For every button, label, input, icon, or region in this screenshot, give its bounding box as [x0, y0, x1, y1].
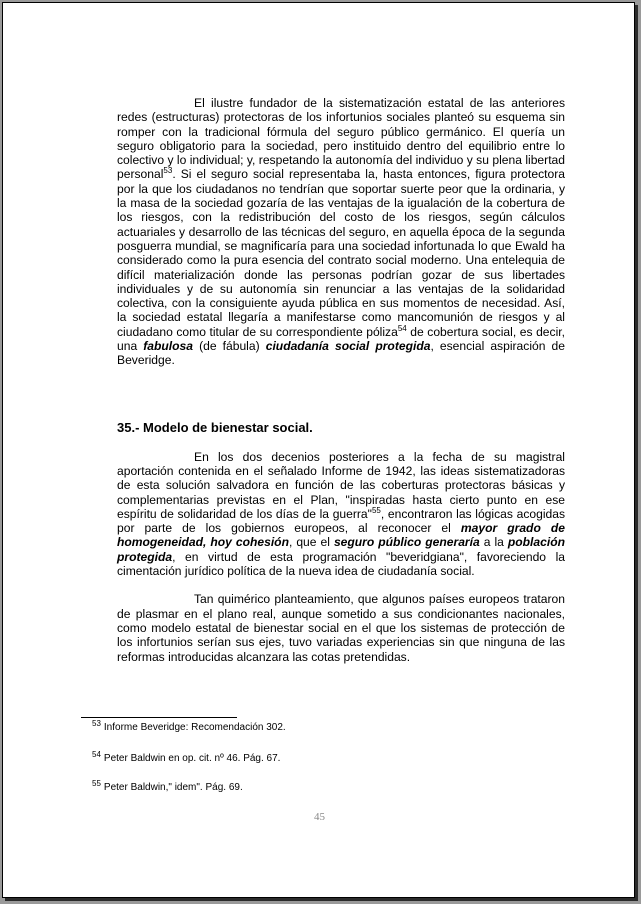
footnote-number: 53 — [92, 719, 101, 728]
footnote-number: 54 — [92, 750, 101, 759]
p2-text-5: , en virtud de esta programación "beveridgiana", favoreciendo la cimentación jurídico política de la nueva idea de ciudadanía social. — [117, 549, 565, 579]
p1-emphasis-2: ciudadanía social protegida — [265, 339, 431, 354]
footnote-text: Peter Baldwin," idem". Pág. 69. — [103, 782, 243, 793]
section-heading: 35.- Modelo de bienestar social. — [117, 419, 313, 435]
footnote-54 — [92, 750, 281, 765]
body-text — [117, 96, 565, 664]
footnote-separator — [81, 717, 237, 718]
p1-text-3: de cobertura social, es decir, una — [117, 324, 565, 354]
paragraph-2 — [117, 450, 565, 579]
p1-text-4: (de fábula) — [193, 339, 266, 354]
p1-text-2: . Si el seguro social representaba la, hasta entonces, figura protectora por la que los ciudadanos no tendrían que soportar suerte peor que la ordinaria, y la masa de la sociedad gozaría de las ventajas de la igualación de la cobertura de los riesgos, con la redistribución del costo de los riesgos, según cálculos actuariales y desarrollo de las técnicas del seguro, en aquella época de la segunda posguerra mundial, se magnificaría para una sociedad infortunada lo que Ewald ha considerado como la pura esencia del contrato social moderno. Una entelequia de difícil materialización donde las personas podrían gozar de sus libertades individuales y de su autonomía sin renunciar a las ventajas de la solidaridad colectiva, con la consiguiente ayuda pública en sus momentos de necesidad. Así, la sociedad estatal llegaría a manifestarse como mancomunión de riesgos y al ciudadano como titular de su correspondiente póliza — [117, 167, 565, 339]
footnote-ref-53: 53 — [163, 166, 173, 176]
p2-emphasis-2: seguro público generaría — [333, 535, 480, 550]
document-page — [2, 2, 635, 898]
footnote-text: Informe Beveridge: Recomendación 302. — [103, 722, 286, 733]
footnote-ref-55: 55 — [371, 505, 381, 515]
footnote-number: 55 — [92, 779, 101, 788]
p1-text-1: El ilustre fundador de la sistematización estatal de las anteriores redes (estructuras) protectoras de los infortunios sociales planteó su esquema sin romper con la tradicional fórmula del seguro público germánico. El quería un seguro obligatorio para la sociedad, pero instituido dentro del equilibrio entre lo colectivo y lo individual; y, respetando la autonomía del individuo y su plena libertad personal — [117, 96, 565, 182]
p2-text-1: En los dos decenios posteriores a la fecha de su magistral aportación contenida en el señalado Informe de 1942, las ideas sistematizadoras de esta solución salvadora en función de las coberturas protectoras básicas y complementarias previstas en el Plan, "inspiradas hasta cierto punto en ese espíritu de solidaridad de los días de la guerra" — [117, 449, 565, 521]
page-number: 45 — [314, 811, 325, 823]
footnote-53 — [92, 719, 286, 734]
p1-text-5: , esencial aspiración de Beveridge. — [117, 339, 565, 368]
p2-emphasis-1: mayor grado de homogeneidad, hoy cohesión — [117, 521, 565, 550]
p2-text-2: , encontraron las lógicas acogidas por parte de los gobiernos europeos, al reconocer el — [117, 506, 566, 536]
p2-text-4: a la — [479, 535, 508, 550]
paragraph-1 — [117, 96, 565, 368]
p2-emphasis-3: población protegida — [117, 535, 565, 564]
paragraph-3: Tan quimérico planteamiento, que algunos países europeos trataron de plasmar en el plano real, aunque sometido a sus condicionantes nacionales, como modelo estatal de bienestar social en el que los sistemas de protección de los infortunios serían sus ejes, tuvo variadas experiencias sin que ninguna de las reformas introducidas alcanzara las cotas pretendidas. — [117, 592, 565, 664]
p1-emphasis-1: fabulosa — [143, 339, 193, 354]
footnote-ref-54: 54 — [397, 323, 407, 333]
footnote-55 — [92, 779, 243, 794]
p2-text-3: , que el — [288, 535, 334, 550]
footnote-text: Peter Baldwin en op. cit. nº 46. Pág. 67. — [103, 753, 281, 764]
